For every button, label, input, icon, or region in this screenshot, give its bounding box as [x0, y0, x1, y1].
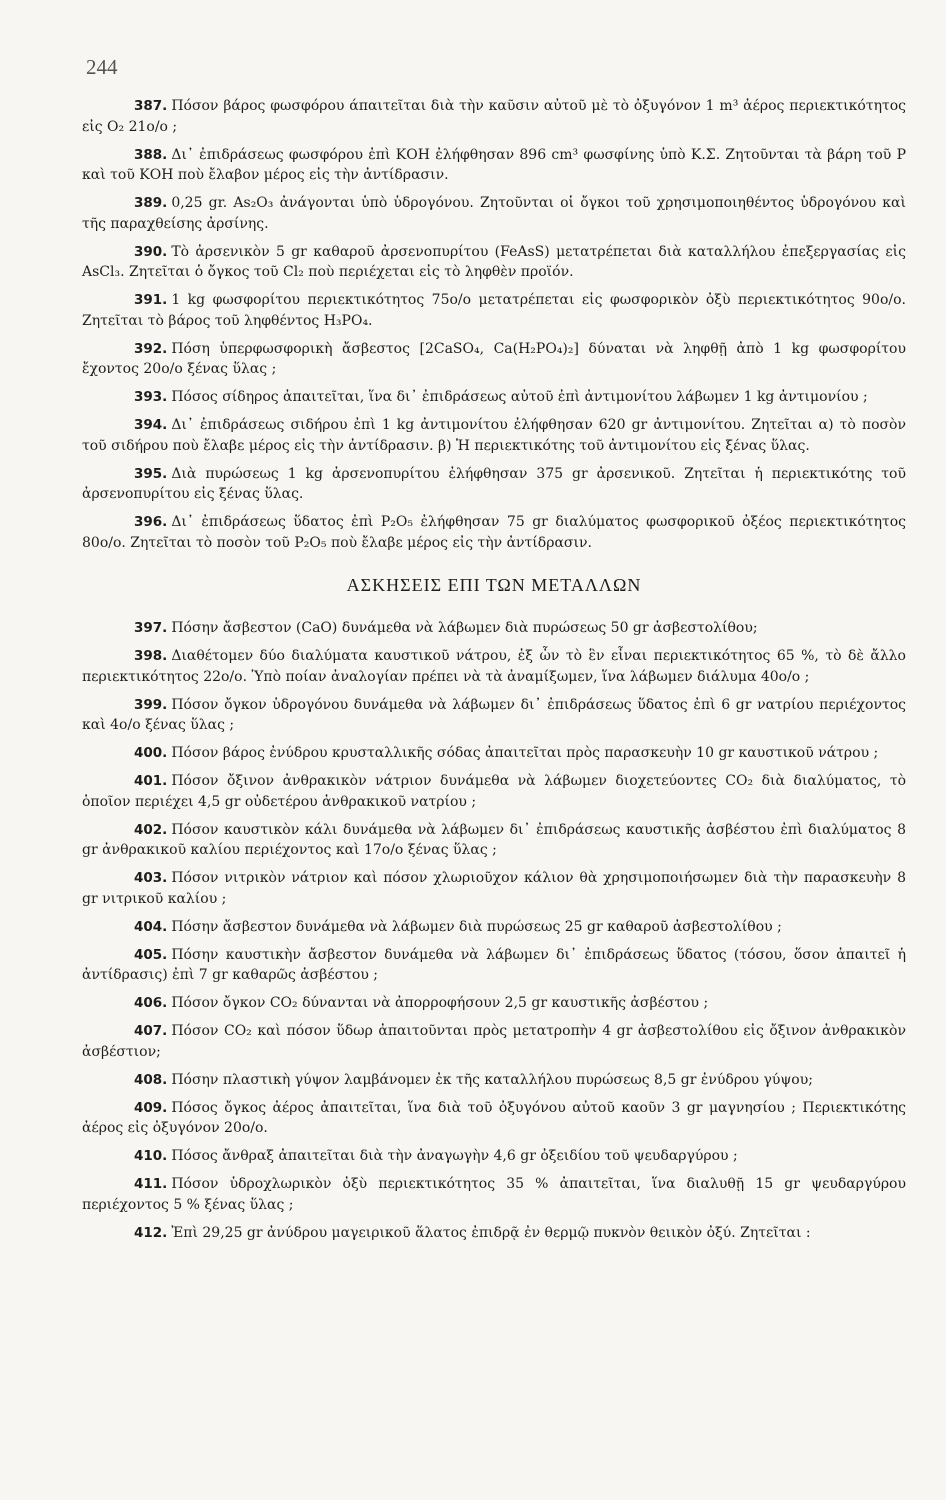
problem-item: [82, 242, 906, 283]
problem-number: 405.: [134, 946, 168, 963]
problem-number: 400.: [134, 745, 168, 761]
problem-text: Ἐπὶ 29,25 gr ἀνύδρου μαγειρικοῦ ἅλατος ἐπιδρᾷ ἐν θερμῷ πυκνὸν θειικὸν ὀξύ. Ζητεῖται :: [171, 1224, 811, 1241]
problem-text: Πόσον CO₂ καὶ πόσον ὕδωρ ἀπαιτοῦνται πρὸς μετατροπὴν 4 gr ἀσβεστολίθου εἰς ὄξινον ἀνθρακικὸν ἀσβέστιον;: [82, 1023, 906, 1060]
problem-text: Τὸ ἀρσενικὸν 5 gr καθαροῦ ἀρσενοπυρίτου (FeAsS) μετατρέπεται διὰ καταλλήλου ἐπεξεργασίας εἰς AsCl₃. Ζητεῖται ὁ ὄγκος τοῦ Cl₂ ποὺ περιέχεται εἰς τὸ ληφθὲν προϊόν.: [82, 243, 906, 280]
problem-number: 408.: [134, 1071, 168, 1088]
problem-text: Πόσον ὑδροχλωρικὸν ὀξὺ περιεκτικότητος 35 % ἀπαιτεῖται, ἵνα διαλυθῇ 15 gr ψευδαργύρου περιέχοντος 5 % ξένας ὕλας ;: [82, 1176, 906, 1213]
problem-text: Διὰ πυρώσεως 1 kg ἀρσενοπυρίτου ἐλήφθησαν 375 gr ἀρσενικοῦ. Ζητεῖται ἡ περιεκτικότης τοῦ ἀρσενοπυρίτου εἰς ξένας ὕλας.: [82, 465, 906, 502]
problem-number: 387.: [134, 98, 168, 114]
problem-text: Δι᾽ ἐπιδράσεως φωσφόρου ἐπὶ ΚΟΗ ἐλήφθησαν 896 cm³ φωσφίνης ὑπὸ Κ.Σ. Ζητοῦνται τὰ βάρη τοῦ Ρ καὶ τοῦ ΚΟΗ ποὺ ἔλαβον μέρος εἰς τὴν ἀντίδρασιν.: [82, 146, 906, 183]
problem-item: [82, 1070, 906, 1091]
problem-item: [82, 695, 906, 736]
problem-item: [82, 145, 906, 186]
problem-number: 406.: [134, 995, 168, 1011]
problem-text: Πόσην καυστικὴν ἄσβεστον δυνάμεθα νὰ λάβωμεν δι᾽ ἐπιδράσεως ὕδατος (τόσου, ὅσον ἀπαιτεῖ ἡ ἀντίδρασις) ἐπὶ 7 gr καθαρῶς ἀσβέστου ;: [82, 946, 906, 983]
problem-text: Πόσον ὄξινον ἀνθρακικὸν νάτριον δυνάμεθα νὰ λάβωμεν διοχετεύοντες CO₂ διὰ διαλύματος, τὸ ὁποῖον περιέχει 4,5 gr οὐδετέρου ἀνθρακικοῦ νατρίου ;: [82, 773, 906, 810]
problem-item: [82, 868, 906, 909]
problem-item: [82, 743, 906, 764]
problem-number: 393.: [134, 389, 168, 405]
problem-item: [82, 464, 906, 505]
problem-text: 1 kg φωσφορίτου περιεκτικότητος 75ο/ο μετατρέπεται εἰς φωσφορικὸν ὀξὺ περιεκτικότητος 90ο/ο. Ζητεῖται τὸ βάρος τοῦ ληφθέντος H₃PO₄.: [82, 292, 906, 329]
problem-item: [82, 415, 906, 456]
problem-number: 412.: [134, 1224, 168, 1241]
problem-item: [82, 993, 906, 1014]
problem-item: [82, 917, 906, 938]
problem-text: Πόσον νιτρικὸν νάτριον καὶ πόσον χλωριοῦχον κάλιον θὰ χρησιμοποιήσωμεν διὰ τὴν παρασκευὴν 8 gr νιτρικοῦ καλίου ;: [82, 870, 906, 907]
problem-text: Πόση ὑπερφωσφορικὴ ἄσβεστος [2CaSO₄, Ca(H₂PO₄)₂] δύναται νὰ ληφθῇ ἀπὸ 1 kg φωσφορίτου ἔχοντος 20ο/ο ξένας ὕλας ;: [82, 340, 906, 377]
problem-item: [82, 1223, 906, 1244]
problem-item: [82, 820, 906, 861]
problem-item: [82, 387, 906, 408]
problem-number: 388.: [134, 146, 168, 163]
problem-item: [82, 512, 906, 553]
problem-item: [82, 1174, 906, 1215]
problem-number: 391.: [134, 292, 168, 308]
problem-item: [82, 290, 906, 331]
problem-number: 396.: [134, 514, 168, 530]
problem-number: 409.: [134, 1099, 168, 1116]
problem-text: Πόσην ἄσβεστον δυνάμεθα νὰ λάβωμεν διὰ πυρώσεως 25 gr καθαροῦ ἀσβεστολίθου ;: [171, 918, 782, 935]
problem-item: [82, 1098, 906, 1139]
section-title: ΑΣΚΗΣΕΙΣ ΕΠΙ ΤΩΝ ΜΕΤΑΛΛΩΝ: [346, 575, 642, 595]
problem-text: Δι᾽ ἐπιδράσεως ὕδατος ἐπὶ P₂O₅ ἐλήφθησαν 75 gr διαλύματος φωσφορικοῦ ὀξέος περιεκτικότητος 80ο/ο. Ζητεῖται τὸ ποσὸν τοῦ P₂O₅ ποὺ ἔλαβε μέρος εἰς τὴν ἀντίδρασιν.: [82, 514, 906, 551]
problem-number: 390.: [134, 243, 168, 260]
problem-number: 403.: [134, 870, 168, 886]
problem-text: Πόσος σίδηρος ἀπαιτεῖται, ἵνα δι᾽ ἐπιδράσεως αὐτοῦ ἐπὶ ἀντιμονίτου λάβωμεν 1 kg ἀντιμονίου ;: [171, 389, 868, 405]
problem-number: 394.: [134, 417, 168, 433]
problem-text: Πόσον ὄγκον ὑδρογόνου δυνάμεθα νὰ λάβωμεν δι᾽ ἐπιδράσεως ὕδατος ἐπὶ 6 gr νατρίου περιέχοντος καὶ 4ο/ο ξένας ὕλας ;: [82, 696, 906, 733]
problem-number: 410.: [134, 1148, 168, 1164]
problem-text: Διαθέτομεν δύο διαλύματα καυστικοῦ νάτρου, ἐξ ὧν τὸ ἓν εἶναι περιεκτικότητος 65 %, τὸ δὲ ἄλλο περιεκτικότητος 22ο/ο. Ὑπὸ ποίαν ἀναλογίαν πρέπει νὰ τὰ ἀναμίξωμεν, ἵνα λάβωμεν διάλυμα 40ο/ο ;: [82, 648, 906, 685]
problem-number: 397.: [134, 620, 168, 636]
problem-text: Πόσον βάρος φωσφόρου άπαιτεῖται διὰ τὴν καῦσιν αὐτοῦ μὲ τὸ ὀξυγόνον 1 m³ ἀέρος περιεκτικότητος εἰς O₂ 21ο/ο ;: [82, 98, 906, 135]
problem-text: 0,25 gr. As₂O₃ ἀνάγονται ὑπὸ ὑδρογόνου. Ζητοῦνται οἱ ὄγκοι τοῦ χρησιμοποιηθέντος ὑδρογόνου καὶ τῆς παραχθείσης ἀρσίνης.: [82, 195, 906, 232]
problem-text: Πόσον βάρος ἐνύδρου κρυσταλλικῆς σόδας ἀπαιτεῖται πρὸς παρασκευὴν 10 gr καυστικοῦ νάτρου ;: [171, 745, 879, 761]
problem-number: 399.: [134, 696, 168, 713]
problem-item: [82, 96, 906, 137]
problem-number: 392.: [134, 340, 168, 357]
problem-item: [82, 618, 906, 639]
problem-number: 411.: [134, 1176, 168, 1192]
problem-number: 395.: [134, 465, 168, 482]
problem-item: [82, 1146, 906, 1167]
problem-text: Πόσος ἄνθραξ ἀπαιτεῖται διὰ τὴν ἀναγωγὴν 4,6 gr ὀξειδίου τοῦ ψευδαργύρου ;: [171, 1148, 738, 1164]
problem-number: 389.: [134, 195, 168, 211]
problem-text: Πόσον καυστικὸν κάλι δυνάμεθα νὰ λάβωμεν δι᾽ ἐπιδράσεως καυστικῆς ἀσβέστου ἐπὶ διαλύματος 8 gr ἀνθρακικοῦ καλίου περιέχοντος καὶ 17ο/ο ξένας ὕλας ;: [82, 821, 906, 858]
problem-item: [82, 193, 906, 234]
problem-item: [82, 771, 906, 812]
problem-number: 402.: [134, 821, 168, 838]
problem-list-metals: [82, 618, 906, 1243]
problem-number: 407.: [134, 1023, 168, 1039]
problem-item: [82, 1021, 906, 1062]
problem-number: 404.: [134, 918, 168, 935]
problem-text: Δι᾽ ἐπιδράσεως σιδήρου ἐπὶ 1 kg ἀντιμονίτου ἐλήφθησαν 620 gr ἀντιμονίτου. Ζητεῖται α) τὸ ποσὸν τοῦ σιδήρου ποὺ ἔλαβε μέρος εἰς τὴν ἀντίδρασιν. β) Ἡ περιεκτικότης τοῦ ἀντιμονίτου εἰς ξένας ὕλας.: [82, 417, 906, 454]
problem-item: [82, 646, 906, 687]
problem-text: Πόσην πλαστικὴ γύψον λαμβάνομεν ἐκ τῆς καταλλήλου πυρώσεως 8,5 gr ἐνύδρου γύψου;: [171, 1071, 813, 1088]
problem-item: [82, 945, 906, 986]
problem-text: Πόσην ἄσβεστον (CaO) δυνάμεθα νὰ λάβωμεν διὰ πυρώσεως 50 gr ἀσβεστολίθου;: [171, 620, 758, 636]
problem-list-nonmetals: [82, 96, 906, 553]
problem-number: 398.: [134, 648, 168, 664]
problem-text: Πόσον ὄγκον CO₂ δύνανται νὰ ἀπορροφήσουν 2,5 gr καυστικῆς ἀσβέστου ;: [171, 995, 709, 1011]
problem-text: Πόσος ὄγκος ἀέρος ἀπαιτεῖται, ἵνα διὰ τοῦ ὀξυγόνου αὐτοῦ καοῦν 3 gr μαγνησίου ; Περιεκτικότης ἀέρος εἰς ὀξυγόνον 20ο/ο.: [82, 1099, 906, 1136]
problem-item: [82, 339, 906, 380]
page-number: 244: [86, 55, 118, 79]
problem-number: 401.: [134, 773, 168, 789]
